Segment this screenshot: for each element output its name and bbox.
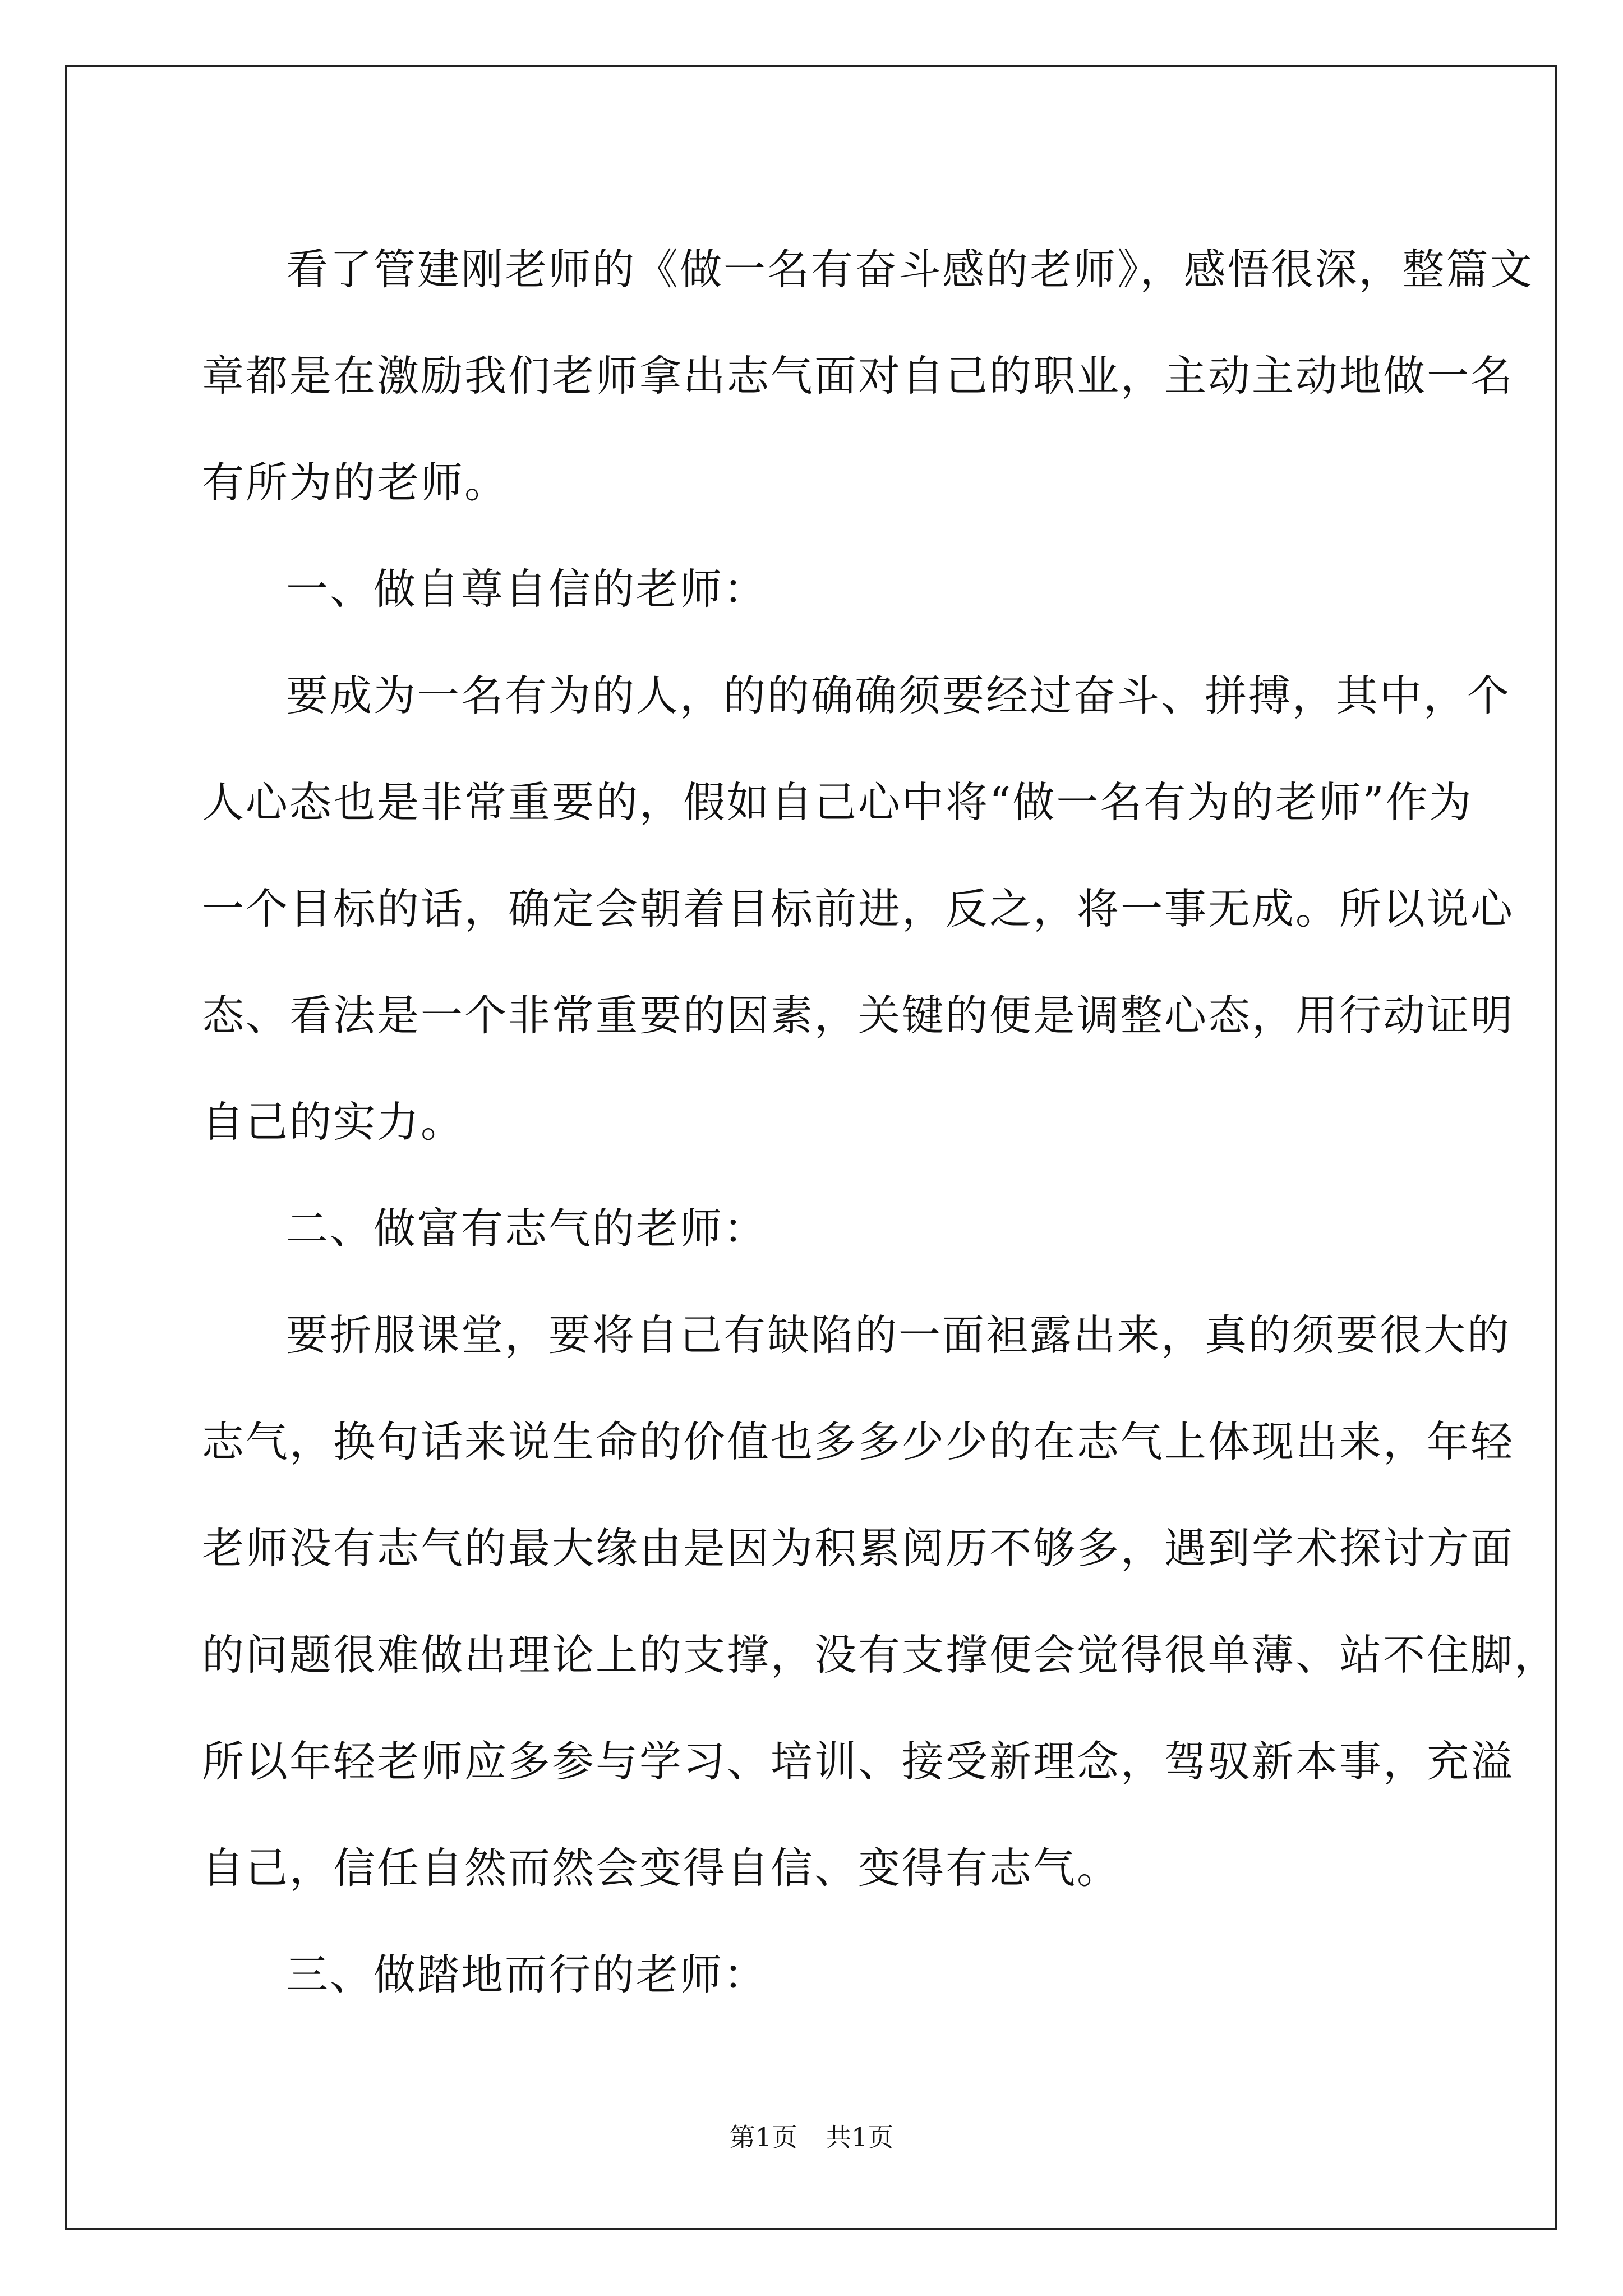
paragraph-3-line-1: 要折服课堂，要将自己有缺陷的一面袒露出来，真的须要很大的 xyxy=(286,1310,1511,1360)
paragraph-1-line-3: 有所为的老师。 xyxy=(202,458,509,507)
heading-1: 一、做自尊自信的老师： xyxy=(286,564,768,614)
paragraph-2-line-5: 自己的实力。 xyxy=(202,1097,465,1147)
heading-3: 三、做踏地而行的老师： xyxy=(286,1950,768,1999)
document-body xyxy=(202,216,1559,2028)
paragraph-1-line-2: 章都是在激励我们老师拿出志气面对自己的职业，主动主动地做一名 xyxy=(202,351,1515,401)
page-number: 第1页 xyxy=(729,2122,797,2152)
page-total: 共1页 xyxy=(826,2122,894,2152)
paragraph-2-line-4: 态、看法是一个非常重要的因素，关键的便是调整心态，用行动证明 xyxy=(202,991,1515,1040)
paragraph-3-line-3: 老师没有志气的最大缘由是因为积累阅历不够多，遇到学术探讨方面 xyxy=(202,1524,1515,1573)
paragraph-3-line-5: 所以年轻老师应多参与学习、培训、接受新理念，驾驭新本事，充溢 xyxy=(202,1737,1515,1786)
paragraph-3-line-6: 自己，信任自然而然会变得自信、变得有志气。 xyxy=(202,1843,1121,1893)
paragraph-3-line-4: 的问题很难做出理论上的支撑，没有支撑便会觉得很单薄、站不住脚， xyxy=(202,1630,1559,1680)
paragraph-1-line-1: 看了管建刚老师的《做一名有奋斗感的老师》，感悟很深，整篇文 xyxy=(286,245,1534,294)
page-footer xyxy=(0,2120,1623,2154)
paragraph-3-line-2: 志气，换句话来说生命的价值也多多少少的在志气上体现出来，年轻 xyxy=(202,1417,1515,1466)
paragraph-2-line-2: 人心态也是非常重要的，假如自己心中将“做一名有为的老师”作为 xyxy=(202,777,1473,827)
heading-2: 二、做富有志气的老师： xyxy=(286,1204,768,1253)
paragraph-2-line-3: 一个目标的话，确定会朝着目标前进，反之，将一事无成。所以说心 xyxy=(202,884,1515,933)
paragraph-2-line-1: 要成为一名有为的人，的的确确须要经过奋斗、拼搏，其中，个 xyxy=(286,671,1511,720)
